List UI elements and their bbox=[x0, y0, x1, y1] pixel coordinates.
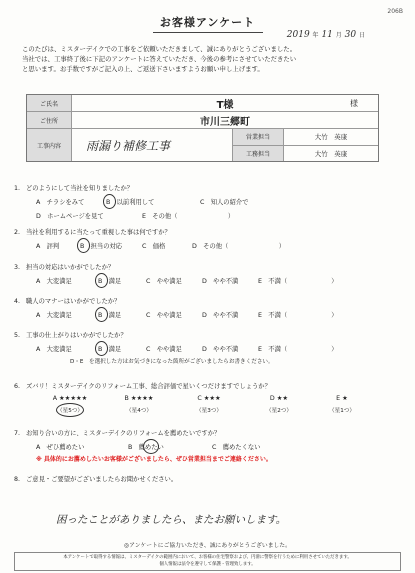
q4-option-a: A 大変満足 bbox=[36, 312, 72, 319]
work-value: 雨漏り補修工事 bbox=[72, 129, 233, 161]
question-6 bbox=[14, 381, 401, 414]
q4-option-b bbox=[98, 310, 146, 319]
work-row bbox=[27, 129, 378, 161]
q-number: 5. bbox=[14, 332, 21, 339]
rating-label: （星2つ） bbox=[266, 408, 292, 414]
question-2 bbox=[14, 227, 401, 250]
q-number: 8. bbox=[14, 476, 21, 483]
q2-option-a: A 評判 bbox=[36, 243, 60, 250]
rating-stars: B ★★★★ bbox=[124, 395, 154, 402]
q4-option-d: D やや不満 bbox=[202, 312, 239, 319]
sales-value: 大竹 英康 bbox=[314, 133, 348, 142]
q2-option-b bbox=[80, 241, 142, 250]
q1-option-e: E その他（ ） bbox=[142, 213, 235, 220]
q4-option-c: C やや満足 bbox=[146, 312, 182, 319]
q5-option-b bbox=[98, 344, 146, 353]
question-1 bbox=[14, 183, 401, 220]
q3-option-b bbox=[98, 276, 146, 285]
rating-b bbox=[104, 395, 174, 414]
rating-label: （星4つ） bbox=[126, 408, 152, 414]
q7-option-b bbox=[128, 442, 212, 451]
footer-line: 個人情報は法令を遵守して保護・管理致します。 bbox=[159, 561, 256, 567]
q-text: ご意見・ご要望がございましたらお聞かせください。 bbox=[26, 476, 178, 483]
rating-stars: D ★★ bbox=[269, 395, 289, 402]
rating-a bbox=[36, 395, 104, 414]
q-number: 2. bbox=[14, 229, 21, 236]
intro-line: このたびは、ミスターデイクでの工事をご依頼いただきまして、誠にありがとうございました。 bbox=[22, 45, 297, 53]
option-label: B 薦めたい bbox=[128, 444, 164, 451]
q5-option-c: C やや満足 bbox=[146, 346, 182, 353]
q-number: 7. bbox=[14, 430, 21, 437]
question-8 bbox=[14, 474, 401, 483]
q-number: 3. bbox=[14, 264, 21, 271]
question-7 bbox=[14, 428, 401, 463]
address-label: ご住所 bbox=[27, 112, 72, 128]
q-text: ズバリ！ミスターデイクのリフォーム工事、総合評価で星いくつだけますでしょうか？ bbox=[26, 383, 271, 390]
q4-option-e: E 不満（ ） bbox=[258, 312, 338, 319]
answer-circle bbox=[143, 439, 159, 454]
q2-option-c: C 価格 bbox=[142, 243, 166, 250]
rating-d bbox=[244, 395, 314, 414]
q-text: 当社を利用するに当たって重視した事は何ですか？ bbox=[26, 229, 171, 236]
q1-option-b bbox=[106, 197, 200, 206]
name-label: ご氏名 bbox=[27, 95, 72, 111]
option-label: B 以前利用して bbox=[106, 199, 155, 206]
q1-option-a: A チラシをみて bbox=[36, 199, 85, 206]
question-4 bbox=[14, 296, 401, 319]
option-label: B 満足 bbox=[98, 346, 122, 353]
name-value: T様 bbox=[216, 99, 234, 111]
q-text: 担当の対応はいかがでしたか？ bbox=[26, 264, 115, 271]
date-month-unit: 月 bbox=[335, 32, 342, 39]
q-text: 職人のマナーはいかがでしたか？ bbox=[26, 298, 121, 305]
rating-e bbox=[314, 395, 370, 414]
sales-label: 営業担当 bbox=[233, 129, 284, 145]
q5-followup: D・E を選択した方はお気づきになった箇所がございましたらお書きください。 bbox=[70, 359, 274, 365]
option-label: B 満足 bbox=[98, 278, 122, 285]
rating-stars: A ★★★★★ bbox=[52, 395, 88, 402]
thanks-line: ◎アンケートにご協力いただき、誠にありがとうございました。 bbox=[124, 543, 291, 549]
answer-circle bbox=[95, 341, 108, 356]
option-label: B 満足 bbox=[98, 312, 122, 319]
q7-option-a: A ぜひ薦めたい bbox=[36, 444, 85, 451]
q-text: どのようにして当社を知りましたか？ bbox=[26, 185, 134, 192]
question-3 bbox=[14, 262, 401, 285]
q7-option-c: C 薦めたくない bbox=[212, 444, 261, 451]
answer-circle bbox=[77, 238, 90, 253]
answer-circle bbox=[103, 194, 116, 209]
rating-text: （星5つ） bbox=[57, 408, 83, 414]
q1-option-d: D ホームページを見て bbox=[36, 213, 104, 220]
rating-label: （星3つ） bbox=[196, 408, 222, 414]
q-number: 1. bbox=[14, 185, 21, 192]
q-text: 工事の仕上がりはいかがでしたか？ bbox=[26, 332, 127, 339]
handwritten-comment: 困ったことがありましたら、またお願いします。 bbox=[56, 514, 287, 526]
rating-label bbox=[57, 406, 83, 414]
answer-circle bbox=[95, 307, 108, 322]
date-day-unit: 日 bbox=[358, 32, 365, 39]
q-number: 6. bbox=[14, 383, 21, 390]
rating-stars: C ★★★ bbox=[197, 395, 221, 402]
q2-option-d: D その他（ ） bbox=[192, 243, 286, 250]
date-year: 2019 bbox=[286, 30, 310, 40]
rating-c bbox=[174, 395, 244, 414]
name-value-cell bbox=[72, 95, 378, 111]
rating-stars: E ★ bbox=[336, 395, 348, 402]
date-month: 11 bbox=[321, 30, 333, 40]
customer-info-table bbox=[26, 94, 379, 162]
address-value: 市川三郷町 bbox=[200, 116, 250, 128]
q7-note: ※ 具体的にお薦めしたいお客様がございましたら、ぜひ営業担当までご連絡ください。 bbox=[36, 456, 272, 463]
form-id: 206B bbox=[387, 8, 403, 15]
answer-circle bbox=[56, 403, 84, 417]
site-label: 工務担当 bbox=[233, 146, 284, 162]
answer-circle bbox=[95, 273, 108, 288]
intro-line: と思います。お手数ですがご記入の上、ご返送下さいますようお願い申し上げます。 bbox=[22, 65, 264, 73]
q-number: 4. bbox=[14, 298, 21, 305]
work-label: 工事内容 bbox=[27, 129, 72, 161]
option-label: B 担当の対応 bbox=[80, 243, 123, 250]
date-day: 30 bbox=[344, 30, 357, 40]
page-title: お客様アンケート bbox=[0, 14, 415, 33]
date-year-unit: 年 bbox=[312, 32, 319, 39]
site-value: 大竹 英康 bbox=[314, 149, 348, 158]
question-5 bbox=[14, 330, 401, 365]
q3-option-d: D やや不満 bbox=[202, 278, 239, 285]
name-row bbox=[27, 95, 378, 112]
intro-line: 当社では、工事終了後に下記のアンケートに答えていただき、今後の参考にさせていただきたい bbox=[22, 55, 297, 63]
intro-text bbox=[22, 44, 397, 74]
address-row bbox=[27, 112, 378, 129]
q5-option-a: A 大変満足 bbox=[36, 346, 72, 353]
q5-option-d: D やや不満 bbox=[202, 346, 239, 353]
name-suffix: 様 bbox=[350, 98, 358, 108]
q3-option-c: C やや満足 bbox=[146, 278, 182, 285]
handwritten-date bbox=[287, 30, 365, 40]
q-text: お知り合いの方に、ミスターデイクのリフォームを薦めたいですか？ bbox=[26, 430, 221, 437]
footer-line: 本アンケートで取得する情報は、ミスターデイクの範囲内において、お客様の住宅警察および、円滑に警察を行うために利用させていただきます。 bbox=[63, 555, 352, 560]
q5-option-e: E 不満（ ） bbox=[258, 346, 338, 353]
q1-option-c: C 知人の紹介で bbox=[200, 199, 249, 206]
q3-option-a: A 大変満足 bbox=[36, 278, 72, 285]
rating-label: （星1つ） bbox=[329, 408, 355, 414]
q3-option-e: E 不満（ ） bbox=[258, 278, 338, 285]
privacy-footer bbox=[14, 552, 401, 571]
